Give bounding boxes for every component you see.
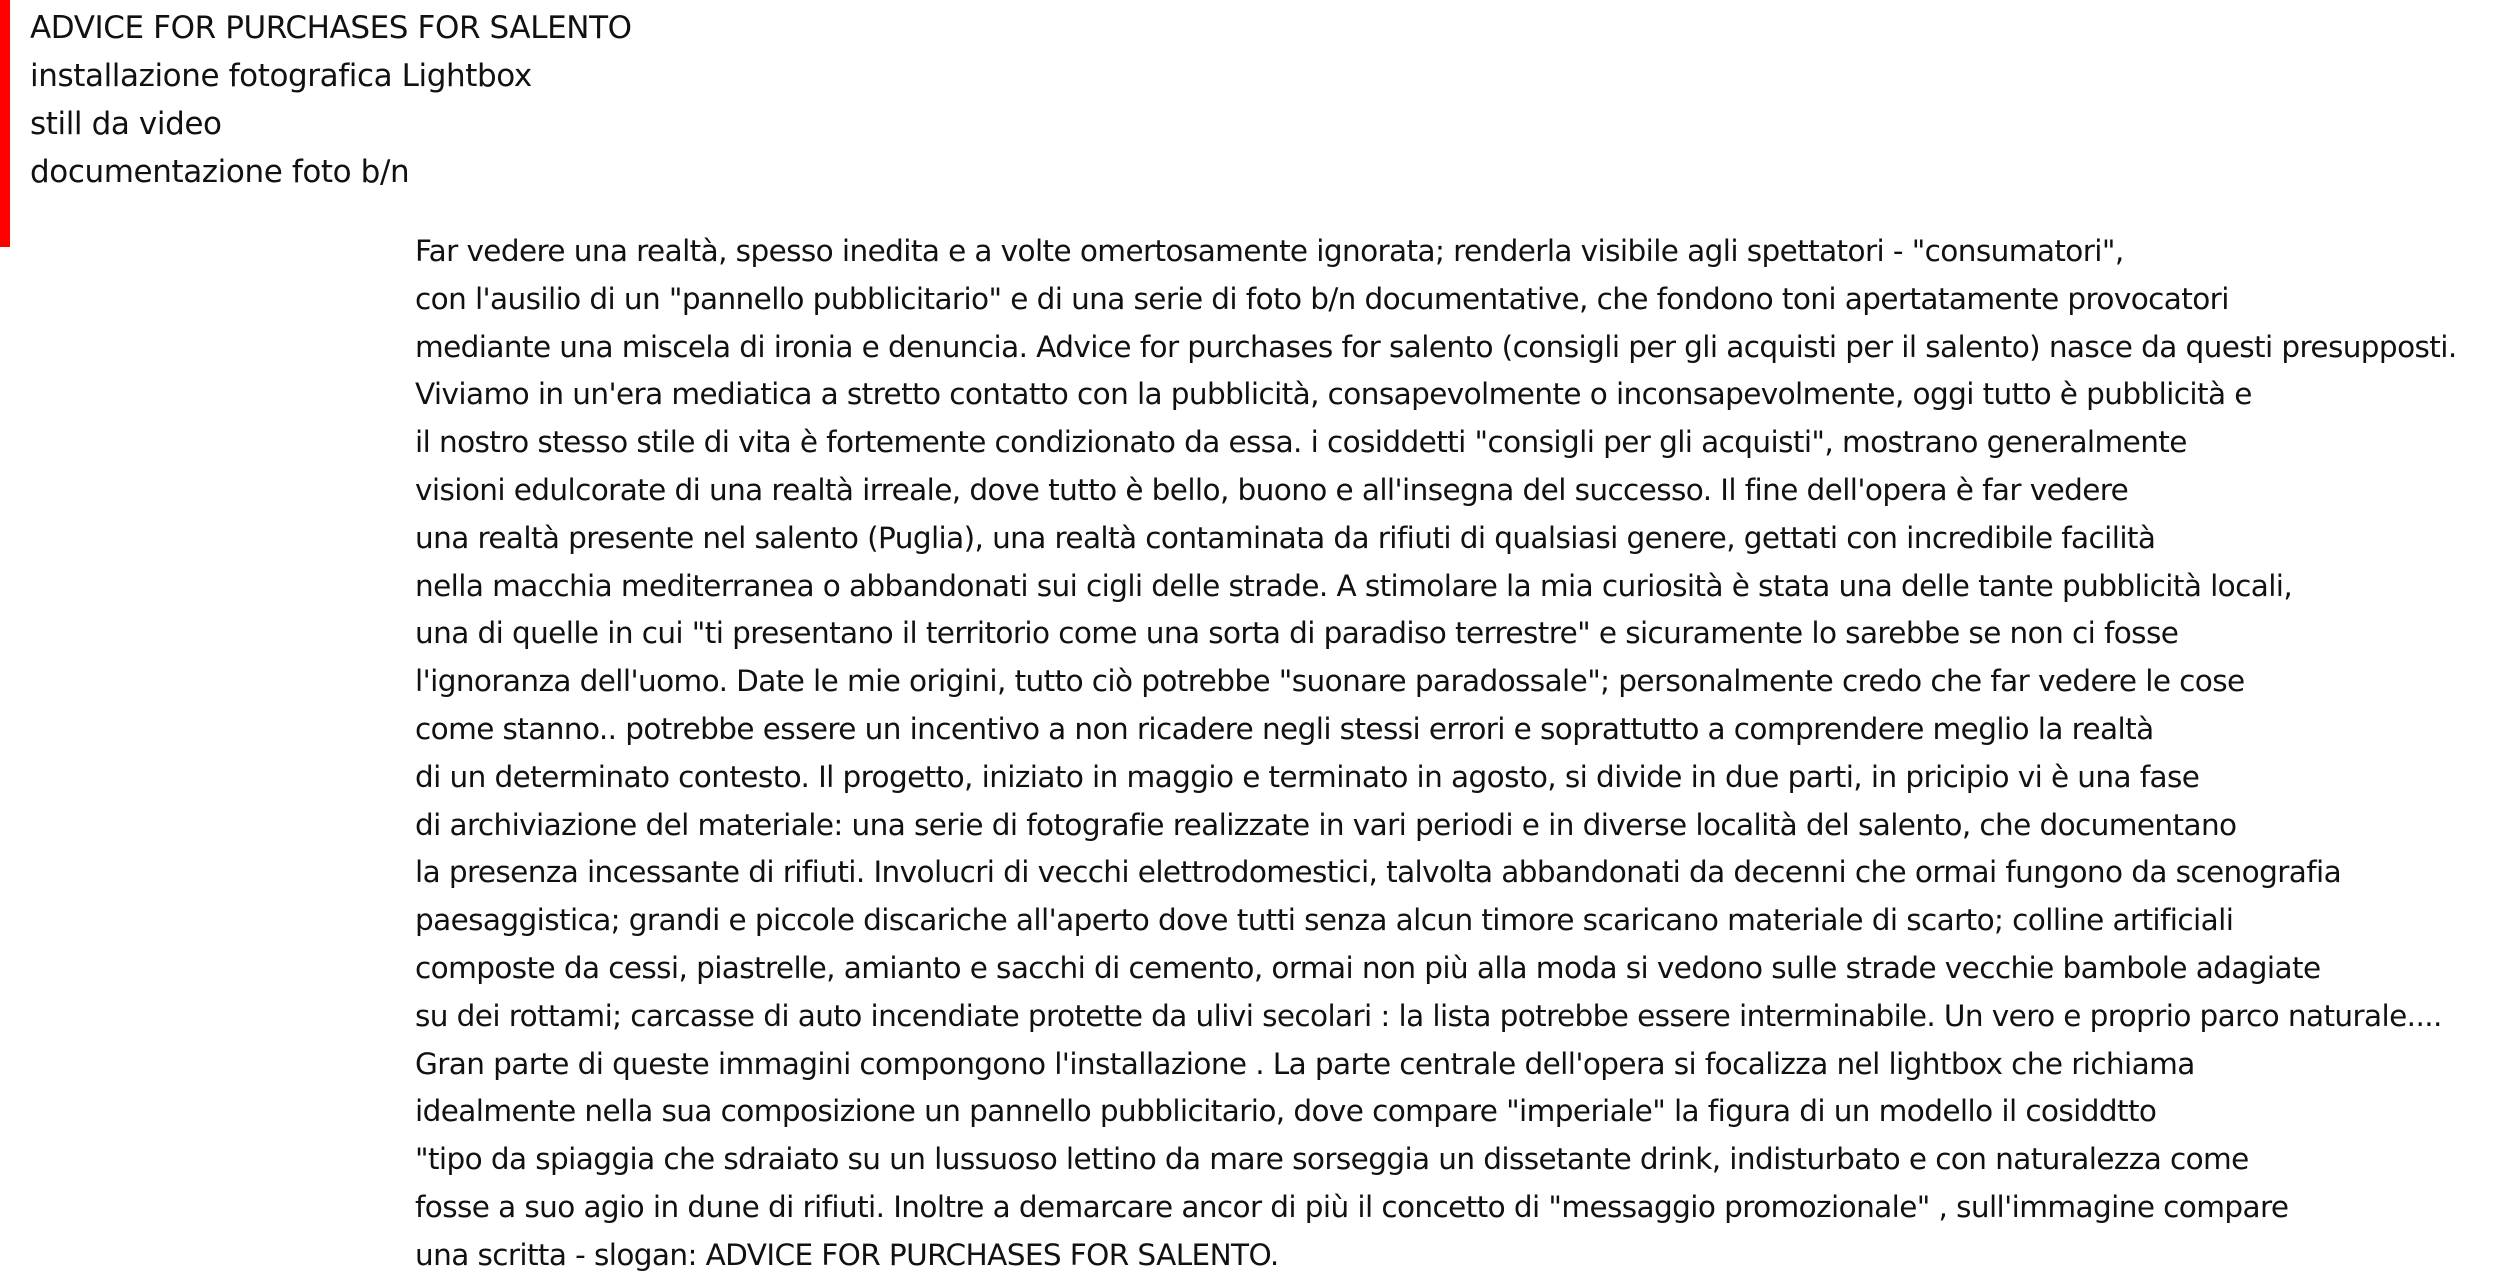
subtitle-photo-doc: documentazione foto b/n [30,154,410,190]
text-line: con l'ausilio di un "pannello pubblicitario" e di una serie di foto b/n documentative, che fondono toni apertatamente provocatori [415,281,2229,316]
description-text [415,228,2457,1280]
text-line: "tipo da spiaggia che sdraiato su un lussuoso lettino da mare sorseggia un dissetante drink, indisturbato e con naturalezza come [415,1142,2249,1177]
text-line: il nostro stesso stile di vita è fortemente condizionato da essa. i cosiddetti "consigli per gli acquisti", mostrano generalmente [415,425,2187,460]
page-title: ADVICE FOR PURCHASES FOR SALENTO [30,10,632,46]
text-line: la presenza incessante di rifiuti. Involucri di vecchi elettrodomestici, talvolta abbandonati da decenni che ormai fungono da scenografia [415,855,2342,890]
accent-bar [0,0,10,247]
text-line: una realtà presente nel salento (Puglia), una realtà contaminata da rifiuti di qualsiasi genere, gettati con incredibile facilità [415,520,2156,555]
header [30,4,632,196]
text-line: come stanno.. potrebbe essere un incentivo a non ricadere negli stessi errori e soprattutto a comprendere meglio la realtà [415,711,2154,746]
text-line: Viviamo in un'era mediatica a stretto contatto con la pubblicità, consapevolmente o inconsapevolmente, oggi tutto è pubblicità e [415,377,2252,412]
text-line: idealmente nella sua composizione un pannello pubblicitario, dove compare "imperiale" la figura di un modello il cosiddtto [415,1094,2157,1129]
subtitle-video: still da video [30,106,222,142]
text-line: una scritta - slogan: ADVICE FOR PURCHASES FOR SALENTO. [415,1237,1279,1272]
text-line: paesaggistica; grandi e piccole discariche all'aperto dove tutti senza alcun timore scaricano materiale di scarto; colline artificiali [415,903,2234,938]
text-line: fosse a suo agio in dune di rifiuti. Inoltre a demarcare ancor di più il concetto di "messaggio promozionale" , sull'immagine compare [415,1189,2289,1224]
text-line: di un determinato contesto. Il progetto, iniziato in maggio e terminato in agosto, si divide in due parti, in pricipio vi è una fase [415,759,2200,794]
text-line: mediante una miscela di ironia e denuncia. Advice for purchases for salento (consigli per gli acquisti per il salento) nasce da questi presupposti. [415,329,2457,364]
text-line: visioni edulcorate di una realtà irreale, dove tutto è bello, buono e all'insegna del successo. Il fine dell'opera è far vedere [415,472,2129,507]
text-line: composte da cessi, piastrelle, amianto e sacchi di cemento, ormai non più alla moda si vedono sulle strade vecchie bambole adagiate [415,950,2321,985]
subtitle-installation: installazione fotografica Lightbox [30,58,532,94]
text-line: Gran parte di queste immagini compongono l'installazione . La parte centrale dell'opera si focalizza nel lightbox che richiama [415,1046,2195,1081]
text-line: una di quelle in cui "ti presentano il territorio come una sorta di paradiso terrestre" e sicuramente lo sarebbe se non ci fosse [415,616,2179,651]
text-line: l'ignoranza dell'uomo. Date le mie origini, tutto ciò potrebbe "suonare paradossale"; personalmente credo che far vedere le cose [415,664,2245,699]
text-line: su dei rottami; carcasse di auto incendiate protette da ulivi secolari : la lista potrebbe essere interminabile. Un vero e proprio parco naturale.... [415,998,2442,1033]
text-line: di archiviazione del materiale: una serie di fotografie realizzate in vari periodi e in diverse località del salento, che documentano [415,807,2237,842]
text-line: nella macchia mediterranea o abbandonati sui cigli delle strade. A stimolare la mia curiosità è stata una delle tante pubblicità locali, [415,568,2293,603]
text-line: Far vedere una realtà, spesso inedita e a volte omertosamente ignorata; renderla visibile agli spettatori - "consumatori", [415,234,2124,268]
